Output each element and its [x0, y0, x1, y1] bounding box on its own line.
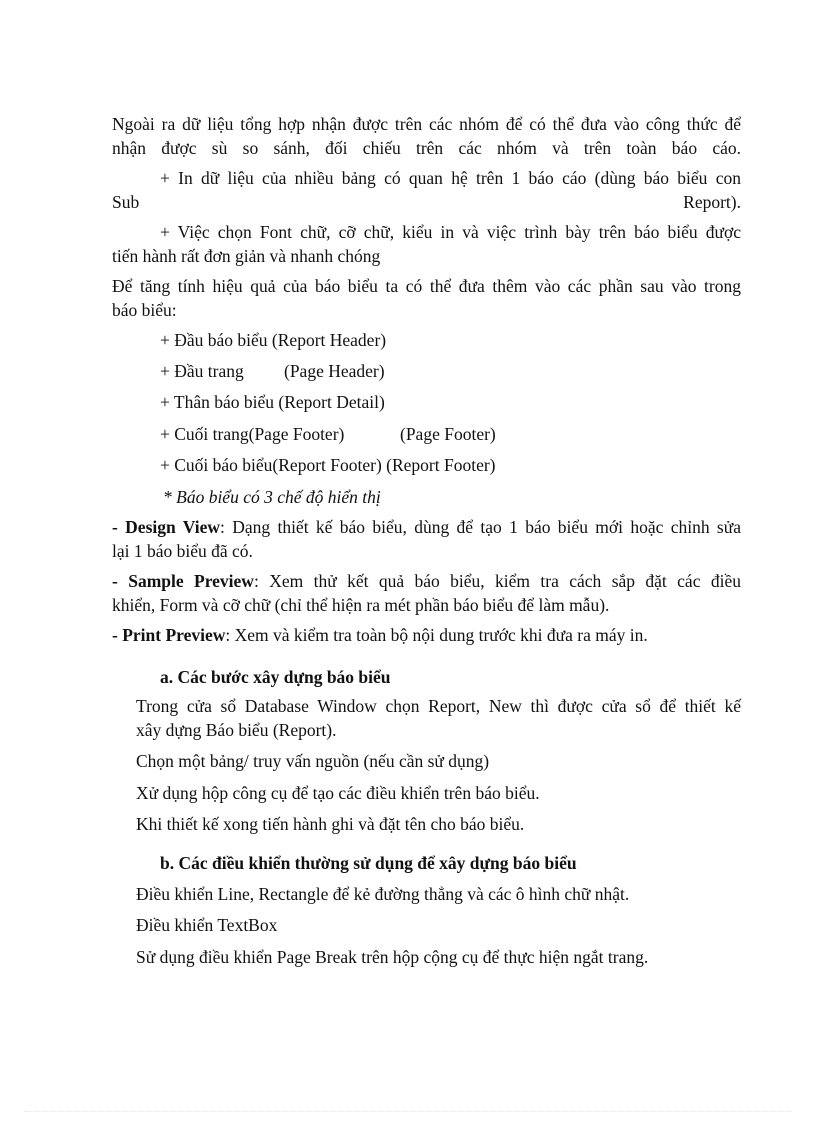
section-a-step-3: Xử dụng hộp công cụ để tạo các điều khiển trên báo biểu.: [136, 783, 540, 803]
subreport-paragraph: [112, 166, 741, 214]
section-b-item-3: Sử dụng điều khiển Page Break trên hộp cộng cụ để thực hiện ngắt trang.: [136, 947, 649, 967]
page-bottom-divider: [24, 1111, 792, 1112]
sample-preview-term: - Sample Preview: [112, 571, 254, 591]
effect-line-1: Để tăng tính hiệu quả của báo biểu ta có thể đưa thêm vào các phần sau vào trong: [112, 276, 741, 296]
sample-preview-paragraph: [112, 569, 741, 617]
font-line-1: + Việc chọn Font chữ, cỡ chữ, kiểu in và việc trình bày trên báo biểu được: [160, 222, 741, 242]
section-a-step-1-line-2: xây dựng Báo biểu (Report).: [136, 720, 337, 740]
report-section-label: + Cuối báo biểu(Report Footer) (Report Footer): [160, 455, 496, 475]
subreport-line-2: [112, 190, 741, 214]
font-paragraph: [112, 220, 741, 268]
print-preview-desc: : Xem và kiểm tra toàn bộ nội dung trước khi đưa ra máy in.: [225, 625, 648, 645]
font-line-2: tiến hành rất đơn giản và nhanh chóng: [112, 246, 381, 266]
effect-paragraph: [112, 274, 741, 322]
report-section-extra: (Page Header): [284, 361, 385, 381]
report-section-label: + Đầu báo biểu (Report Header): [160, 330, 387, 350]
design-view-paragraph: [112, 515, 741, 563]
report-section-item: [160, 359, 741, 383]
subreport-line-1: + In dữ liệu của nhiều bảng có quan hệ trên 1 báo cáo (dùng báo biểu con: [160, 168, 741, 188]
sample-preview-desc: : Xem thử kết quả báo biểu, kiểm tra cách sắp đặt các điều: [253, 571, 741, 591]
section-a-step-4: Khi thiết kế xong tiến hành ghi và đặt tên cho báo biểu.: [136, 814, 525, 834]
subreport-line-2-left: Sub: [112, 192, 140, 212]
report-section-label: + Cuối trang(Page Footer): [160, 424, 345, 444]
design-view-desc: : Dạng thiết kế báo biểu, dùng để tạo 1 báo biểu mới hoặc chỉnh sửa: [220, 517, 741, 537]
sample-preview-line-1: [112, 569, 741, 593]
modes-heading: * Báo biểu có 3 chế độ hiển thị: [163, 487, 381, 507]
report-section-item: [160, 328, 741, 352]
report-section-item: [160, 422, 741, 446]
sample-preview-line-2: khiển, Form và cỡ chữ (chỉ thể hiện ra mét phần báo biểu để làm mẫu).: [112, 595, 610, 615]
intro-line-2: nhận được sù so sánh, đối chiếu trên các nhóm và trên toàn báo cáo.: [112, 138, 741, 158]
subreport-line-2-right: Report).: [683, 192, 741, 212]
section-a-title: a. Các bước xây dựng báo biểu: [160, 667, 391, 687]
intro-paragraph: [112, 112, 741, 160]
section-a-step-1-line-1: Trong cửa sổ Database Window chọn Report, New thì được cửa sổ để thiết kế: [136, 696, 741, 716]
section-b-item-1: Điều khiển Line, Rectangle để kẻ đường thẳng và các ô hình chữ nhật.: [136, 884, 630, 904]
report-section-label: + Thân báo biểu (Report Detail): [160, 392, 385, 412]
print-preview-line-1: [112, 623, 741, 647]
section-b-item-2: Điều khiển TextBox: [136, 915, 278, 935]
report-section-label: + Đầu trang: [160, 361, 244, 381]
report-section-item: [160, 453, 741, 477]
print-preview-term: - Print Preview: [112, 625, 226, 645]
print-preview-paragraph: [112, 623, 741, 647]
intro-line-1: Ngoài ra dữ liệu tổng hợp nhận được trên các nhóm để có thể đưa vào công thức để: [112, 114, 741, 134]
section-a-step-1: [136, 694, 741, 742]
section-b-title: b. Các điều khiển thường sử dụng để xây dựng báo biểu: [160, 853, 577, 873]
section-a-step-2: Chọn một bảng/ truy vấn nguồn (nếu cần sử dụng): [136, 751, 490, 771]
report-section-extra: (Page Footer): [400, 424, 496, 444]
design-view-line-1: [112, 515, 741, 539]
effect-line-2: báo biểu:: [112, 300, 177, 320]
report-section-item: [160, 390, 741, 414]
design-view-line-2: lại 1 báo biểu đã có.: [112, 541, 253, 561]
design-view-term: - Design View: [112, 517, 221, 537]
